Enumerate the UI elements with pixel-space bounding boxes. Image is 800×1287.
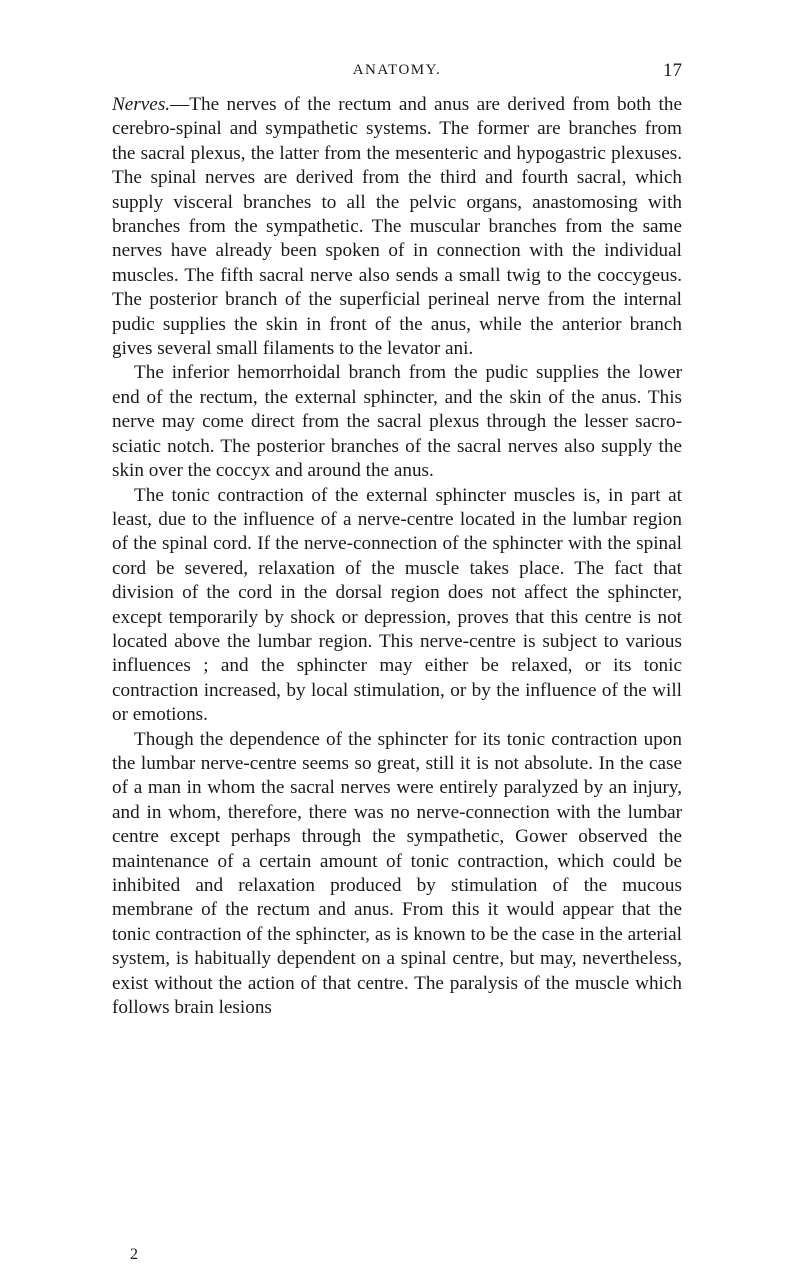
running-head — [112, 60, 682, 84]
signature-mark: 2 — [130, 1246, 138, 1263]
page-number: 17 — [663, 60, 682, 81]
paragraph-lumbar-centre — [112, 728, 682, 1021]
paragraph-text: —The nerves of the rectum and anus are derived from both the cerebro-spinal and sympathetic systems. The former are branches from the sacral plexus, the latter from the mesenteric and hypogastric plexuses. The spinal nerves are derived from the third and fourth sacral, which supply visceral branches to all the pelvic organs, anastomosing with branches from the sympathetic. The muscular branches from the same nerves have already been spoken of in connection with the individual muscles. The fifth sacral nerve also sends a small twig to the coccygeus. The posterior branch of the superficial perineal nerve from the internal pudic supplies the skin in front of the anus, while the anterior branch gives several small filaments to the levator ani. — [112, 94, 682, 360]
paragraph-text: The inferior hemorrhoidal branch from the pudic supplies the lower end of the rectum, the external sphincter, and the skin of the anus. This nerve may come direct from the sacral plexus through the lesser sacro-sciatic notch. The posterior branches of the sacral nerves also supply the skin over the coccyx and around the anus. — [112, 362, 682, 482]
body-text — [112, 93, 682, 1020]
section-lead-nerves: Nerves. — [112, 94, 171, 115]
paragraph-text: The tonic contraction of the external sphincter muscles is, in part at least, due to the influence of a nerve-centre located in the lumbar region of the spinal cord. If the nerve-connection of the sphincter with the spinal cord be severed, relaxation of the muscle takes place. The fact that division of the cord in the dorsal region does not affect the sphincter, except temporarily by shock or depression, proves that this centre is not located above the lumbar region. This nerve-centre is subject to various influences ; and the sphincter may either be relaxed, or its tonic contraction increased, by local stimulation, or by the influence of the will or emotions. — [112, 484, 682, 726]
paragraph-tonic-contraction — [112, 484, 682, 728]
paragraph-nerves — [112, 93, 682, 361]
paragraph-inferior-hemorrhoidal — [112, 361, 682, 483]
paragraph-text: Though the dependence of the sphincter for its tonic contraction upon the lumbar nerve-centre seems so great, still it is not absolute. In the case of a man in whom the sacral nerves were entirely paralyzed by an injury, and in whom, therefore, there was no nerve-connection with the lumbar centre except perhaps through the sympathetic, Gower observed the maintenance of a certain amount of tonic contraction, which could be inhibited and relaxation produced by stimulation of the mucous membrane of the rectum and anus. From this it would appear that the tonic contraction of the sphincter, as is known to be the case in the arterial system, is habitually dependent on a spinal centre, but may, nevertheless, exist without the action of that centre. The paralysis of the muscle which follows brain lesions — [112, 728, 682, 1019]
header-title: ANATOMY. — [352, 62, 442, 78]
